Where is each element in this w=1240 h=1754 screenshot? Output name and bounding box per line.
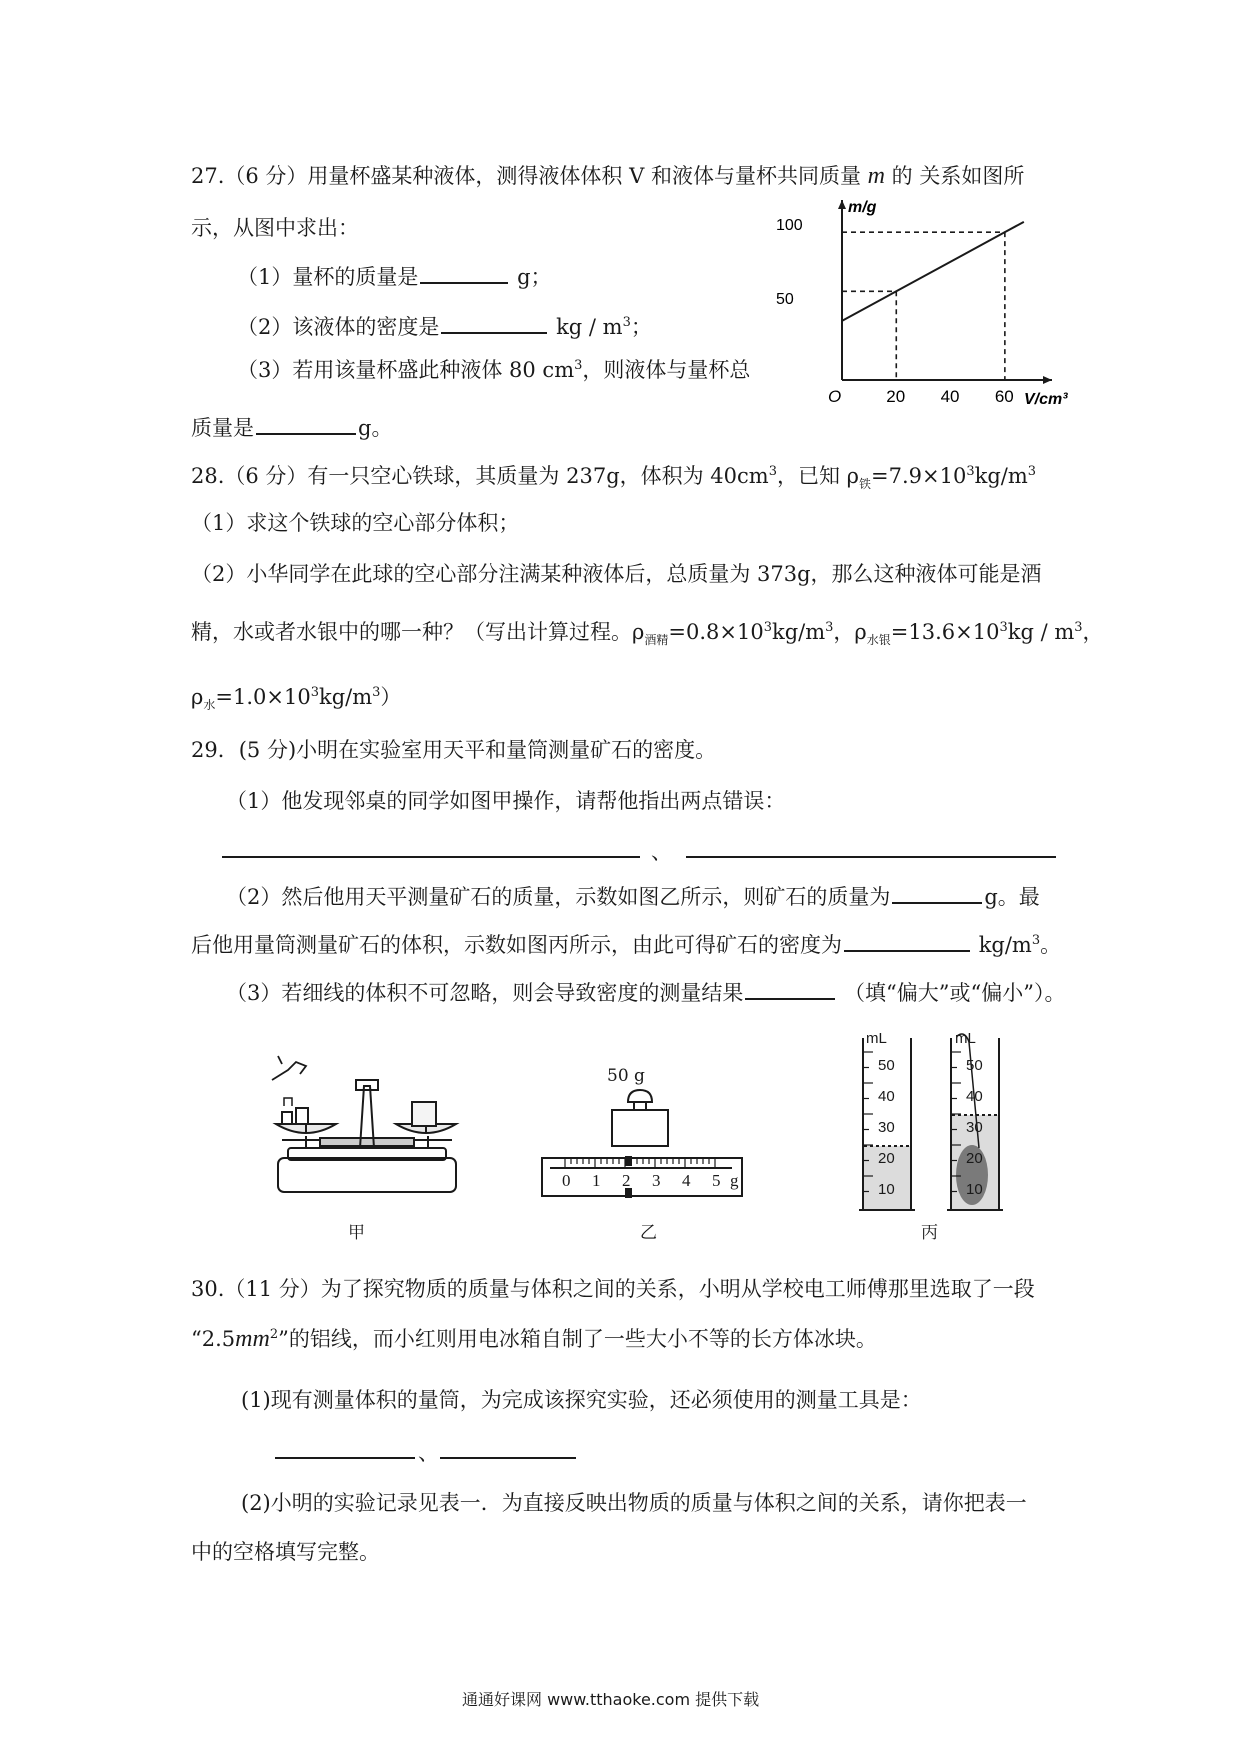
- q28-part2-line3: $\rho_水=1.0\times 10^3kg/m^3$）: [191, 685, 402, 713]
- y-axis-label: m/g: [848, 199, 877, 216]
- q27-heading: 27.（6 分）用量杯盛某种液体，测得液体体积 V 和液体与量杯共同质量 m 的 关系如图所: [191, 163, 1025, 189]
- q27-line2: 示，从图中求出：: [191, 216, 359, 240]
- ruler-tick-label: 3: [652, 1171, 661, 1190]
- cylinder-right-unit: mL: [955, 1030, 976, 1047]
- answer-line-tool-2[interactable]: [440, 1457, 576, 1459]
- ruler-tick-label: 1: [592, 1171, 601, 1190]
- answer-line-2[interactable]: [686, 856, 1056, 858]
- cylinder-right-scale: 50 40 30 20 10: [966, 1057, 983, 1198]
- answer-blank[interactable]: [892, 882, 982, 904]
- q29-separator: 、: [651, 840, 672, 864]
- answer-blank[interactable]: [420, 262, 508, 284]
- x-tick-label: 40: [940, 387, 960, 406]
- answer-blank[interactable]: [745, 978, 835, 1000]
- ruler-tick-label: 4: [682, 1171, 691, 1190]
- figure-label-bing: 丙: [921, 1223, 938, 1243]
- q29-heading: 29．(5 分)小明在实验室用天平和量筒测量矿石的密度。: [191, 738, 717, 762]
- q28-heading: 28.（6 分）有一只空心铁球，其质量为 237g，体积为 $40cm^3$，已知 $\rho_铁=7.9\times 10^3kg/m^3$: [191, 464, 1037, 492]
- q30-heading: 30.（11 分）为了探究物质的质量与体积之间的关系，小明从学校电工师傅那里选取了一段: [191, 1277, 1035, 1301]
- cylinder-left-scale: 50 40 30 20 10: [878, 1057, 895, 1198]
- answer-line-1[interactable]: [222, 856, 640, 858]
- answer-blank[interactable]: [441, 312, 547, 334]
- y-tick-label: 50: [776, 291, 794, 309]
- q28-part2-line2: 精，水或者水银中的哪一种？（写出计算过程。$\rho_{酒精}=0.8\times 10^3kg/m^3$，$\rho_{水银}=13.6\times 10^3kg / m^3$，: [191, 620, 1104, 648]
- q30-part2: (2)小明的实验记录见表一．为直接反映出物质的质量与体积之间的关系，请你把表一: [241, 1491, 1027, 1515]
- ruler-tick-label: 5: [712, 1171, 721, 1190]
- q28-part2: （2）小华同学在此球的空心部分注满某种液体后，总质量为 373g，那么这种液体可能是酒: [191, 562, 1042, 586]
- figure-label-yi: 乙: [640, 1223, 657, 1243]
- answer-line-tool-1[interactable]: [275, 1457, 415, 1459]
- ruler-unit: g: [730, 1171, 739, 1190]
- q27-part2: （2）该液体的密度是 kg / $m^3$；: [237, 311, 652, 341]
- answer-blank[interactable]: [256, 413, 356, 435]
- q30-part1: (1)现有测量体积的量筒，为完成该探究实验，还必须使用的测量工具是：: [241, 1388, 922, 1412]
- q29-part3: （3）若细线的体积不可忽略，则会导致密度的测量结果 （填“偏大”或“偏小”）。: [226, 977, 1066, 1007]
- q27-part3-line2: 质量是 g。: [191, 412, 392, 442]
- y-tick-label: 100: [776, 217, 803, 235]
- ruler-tick-label: 2: [622, 1171, 631, 1190]
- x-tick-label: 60: [994, 387, 1014, 406]
- y-axis-arrow: [838, 200, 846, 209]
- q30-part2-line2: 中的空格填写完整。: [191, 1540, 380, 1564]
- origin-label: O: [828, 387, 842, 406]
- x-axis-arrow: [1043, 376, 1052, 384]
- x-tick-label: 20: [886, 387, 906, 406]
- figure-label-jia: 甲: [348, 1223, 365, 1243]
- q30-line2: “$2.5mm^2$”的铝线，而小红则用电冰箱自制了一些大小不等的长方体冰块。: [191, 1326, 877, 1352]
- ruler-tick-label: 0: [562, 1171, 571, 1190]
- data-line: [842, 222, 1024, 321]
- q29-part2: （2）然后他用天平测量矿石的质量，示数如图乙所示，则矿石的质量为 g。最: [226, 881, 1040, 911]
- balance-scale-figure: [262, 1050, 472, 1200]
- mass-volume-graph: [760, 199, 1068, 415]
- x-axis-label: V/cm³: [1024, 391, 1068, 408]
- cylinder-left-unit: mL: [866, 1030, 887, 1047]
- q29-part1: （1）他发现邻桌的同学如图甲操作，请帮他指出两点错误：: [226, 789, 786, 813]
- q28-part1: （1）求这个铁球的空心部分体积；: [191, 511, 520, 535]
- q27-part1: （1）量杯的质量是 g；: [237, 261, 552, 291]
- answer-blank[interactable]: [844, 930, 970, 952]
- weight-label: 50 g: [607, 1066, 645, 1086]
- q30-separator: 、: [418, 1441, 439, 1465]
- q29-part2-line2: 后他用量筒测量矿石的体积，示数如图丙所示，由此可得矿石的密度为 $kg/m^3$。: [191, 929, 1061, 959]
- footer-source: 通通好课网 www.tthaoke.com 提供下载: [462, 1690, 760, 1709]
- q27-part3: （3）若用该量杯盛此种液体 80 $cm^3$，则液体与量杯总: [237, 358, 751, 382]
